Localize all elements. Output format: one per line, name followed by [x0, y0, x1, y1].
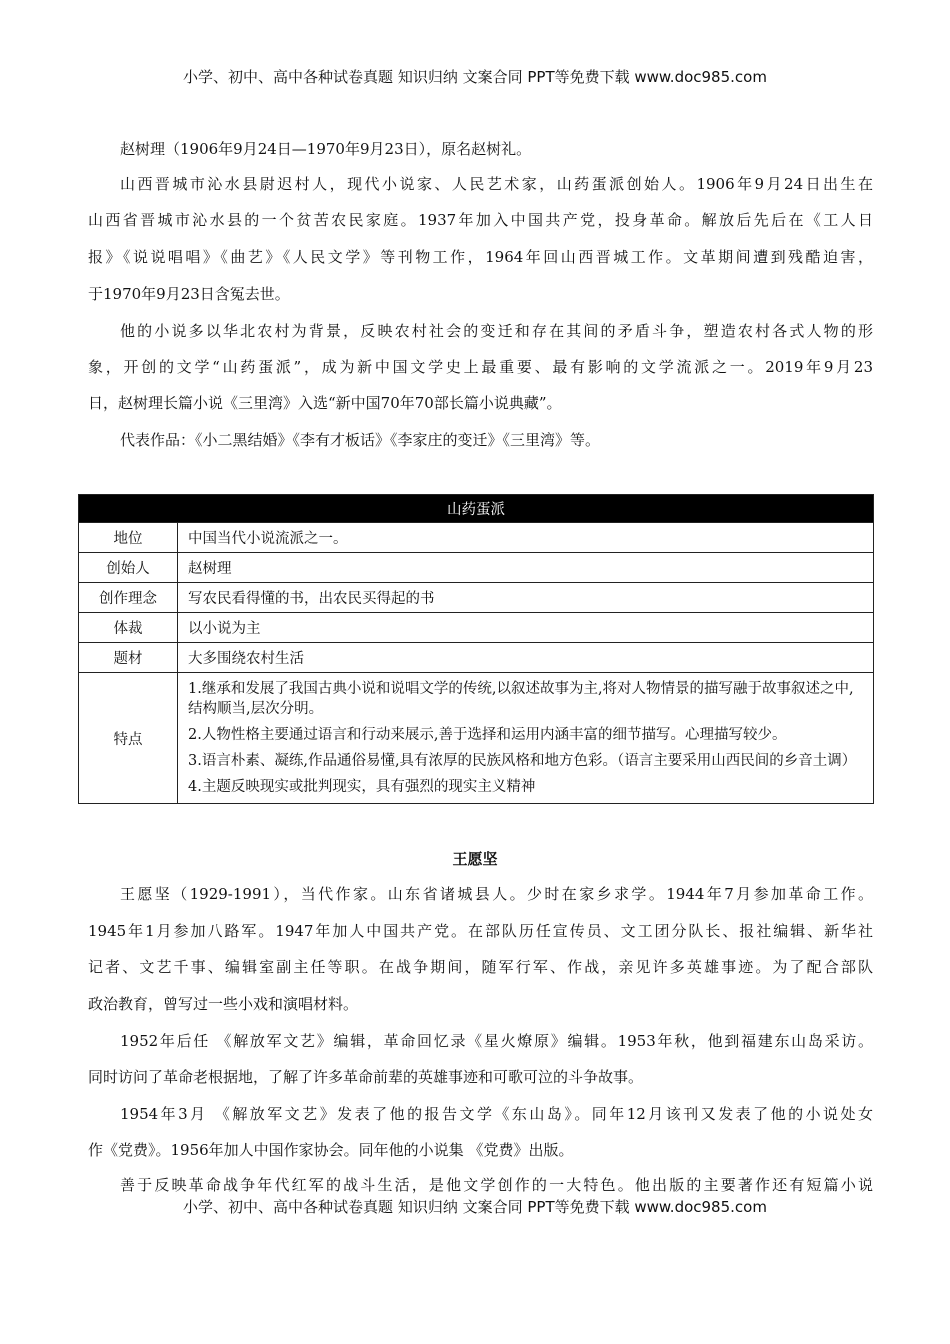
row-value: 赵树理 [178, 553, 874, 583]
feature-list [178, 673, 874, 804]
page-footer: 小学、初中、高中各种试卷真题 知识归纳 文案合同 PPT等免费下载 www.doc985.com [183, 1198, 767, 1216]
table-row [79, 643, 874, 673]
row-label: 地位 [79, 523, 178, 553]
table-row [79, 583, 874, 613]
paragraph-line: 王愿坚（1929-1991），当代作家。山东省诸城县人。少时在家乡求学。1944年7月参加革命工作。 [120, 885, 873, 903]
paragraph-line: 1945年1月参加八路军。1947年加人中国共产党。在部队历任宣传员、文工团分队长、报社编辑、新华社 [88, 922, 873, 940]
paragraph-line: 记者、文艺千事、编辑室副主任等职。在战争期间，随军行军、作战，亲见许多英雄事迹。为了配合部队 [88, 958, 873, 976]
paragraph-line: 他的小说多以华北农村为背景，反映农村社会的变迁和存在其间的矛盾斗争，塑造农村各式人物的形 [120, 322, 873, 340]
paragraph-line: 同时访问了革命老根据地，了解了许多革命前辈的英雄事迹和可歌可泣的斗争故事。 [88, 1068, 644, 1086]
row-label: 体裁 [79, 613, 178, 643]
row-value: 中国当代小说流派之一。 [178, 523, 874, 553]
paragraph-line: 象，开创的文学“山药蛋派”，成为新中国文学史上最重要、最有影响的文学流派之一。2019年9月23 [88, 358, 873, 376]
paragraph-line: 代表作品：《小二黑结婚》《李有才板话》《李家庄的变迁》《三里湾》等。 [120, 431, 601, 449]
table-title: 山药蛋派 [79, 495, 874, 523]
shanyaodan-table [78, 494, 874, 804]
paragraph-line: 善于反映革命战争年代红军的战斗生活，是他文学创作的一大特色。他出版的主要著作还有短篇小说 [120, 1176, 873, 1194]
feature-item: 1.继承和发展了我国古典小说和说唱文学的传统,以叙述故事为主,将对人物情景的描写融于故事叙述之中,结构顺当,层次分明。 [188, 681, 854, 717]
paragraph-line: 报》《说说唱唱》《曲艺》《人民文学》等刊物工作，1964年回山西晋城工作。文革期间遭到残酷迫害， [88, 248, 873, 266]
row-label: 题材 [79, 643, 178, 673]
paragraph-line: 日，赵树理长篇小说《三里湾》入选“新中国70年70部长篇小说典藏”。 [88, 394, 562, 412]
row-label: 特点 [79, 673, 178, 804]
paragraph-line: 于1970年9月23日含冤去世。 [88, 285, 290, 303]
paragraph-line: 作《党费》。1956年加人中国作家协会。同年他的小说集 《党费》出版。 [88, 1141, 574, 1159]
row-value: 以小说为主 [178, 613, 874, 643]
feature-item: 4.主题反映现实或批判现实，具有强烈的现实主义精神 [188, 779, 536, 795]
table-row [79, 553, 874, 583]
table-row [79, 523, 874, 553]
table-row [79, 613, 874, 643]
feature-item: 3.语言朴素、凝练,作品通俗易懂,具有浓厚的民族风格和地方色彩。（语言主要采用山西民间的乡音土调） [188, 753, 857, 769]
row-value: 大多围绕农村生活 [178, 643, 874, 673]
paragraph-line: 赵树理（1906年9月24日—1970年9月23日），原名赵树礼。 [120, 140, 532, 158]
section-title: 王愿坚 [452, 850, 498, 868]
paragraph-line: 1952年后任 《解放军文艺》编辑，革命回忆录《星火燎原》编辑。1953年秋，他到福建东山岛采访。 [120, 1032, 873, 1050]
row-label: 创作理念 [79, 583, 178, 613]
paragraph-line: 1954年3月 《解放军文艺》发表了他的报告文学《东山岛》。同年12月该刊又发表了他的小说处女 [120, 1105, 873, 1123]
page-header: 小学、初中、高中各种试卷真题 知识归纳 文案合同 PPT等免费下载 www.doc985.com [183, 68, 767, 86]
paragraph-line: 山西晋城市沁水县尉迟村人，现代小说家、人民艺术家，山药蛋派创始人。1906年9月24日出生在 [120, 175, 873, 193]
paragraph-line: 山西省晋城市沁水县的一个贫苦农民家庭。1937年加入中国共产党，投身革命。解放后先后在《工人日 [88, 211, 873, 229]
row-value: 写农民看得懂的书，出农民买得起的书 [178, 583, 874, 613]
paragraph-line: 政治教育，曾写过一些小戏和演唱材料。 [88, 995, 359, 1013]
feature-item: 2.人物性格主要通过语言和行动来展示,善于选择和运用内涵丰富的细节描写。心理描写较少。 [188, 727, 787, 743]
row-label: 创始人 [79, 553, 178, 583]
table-row [79, 673, 874, 804]
